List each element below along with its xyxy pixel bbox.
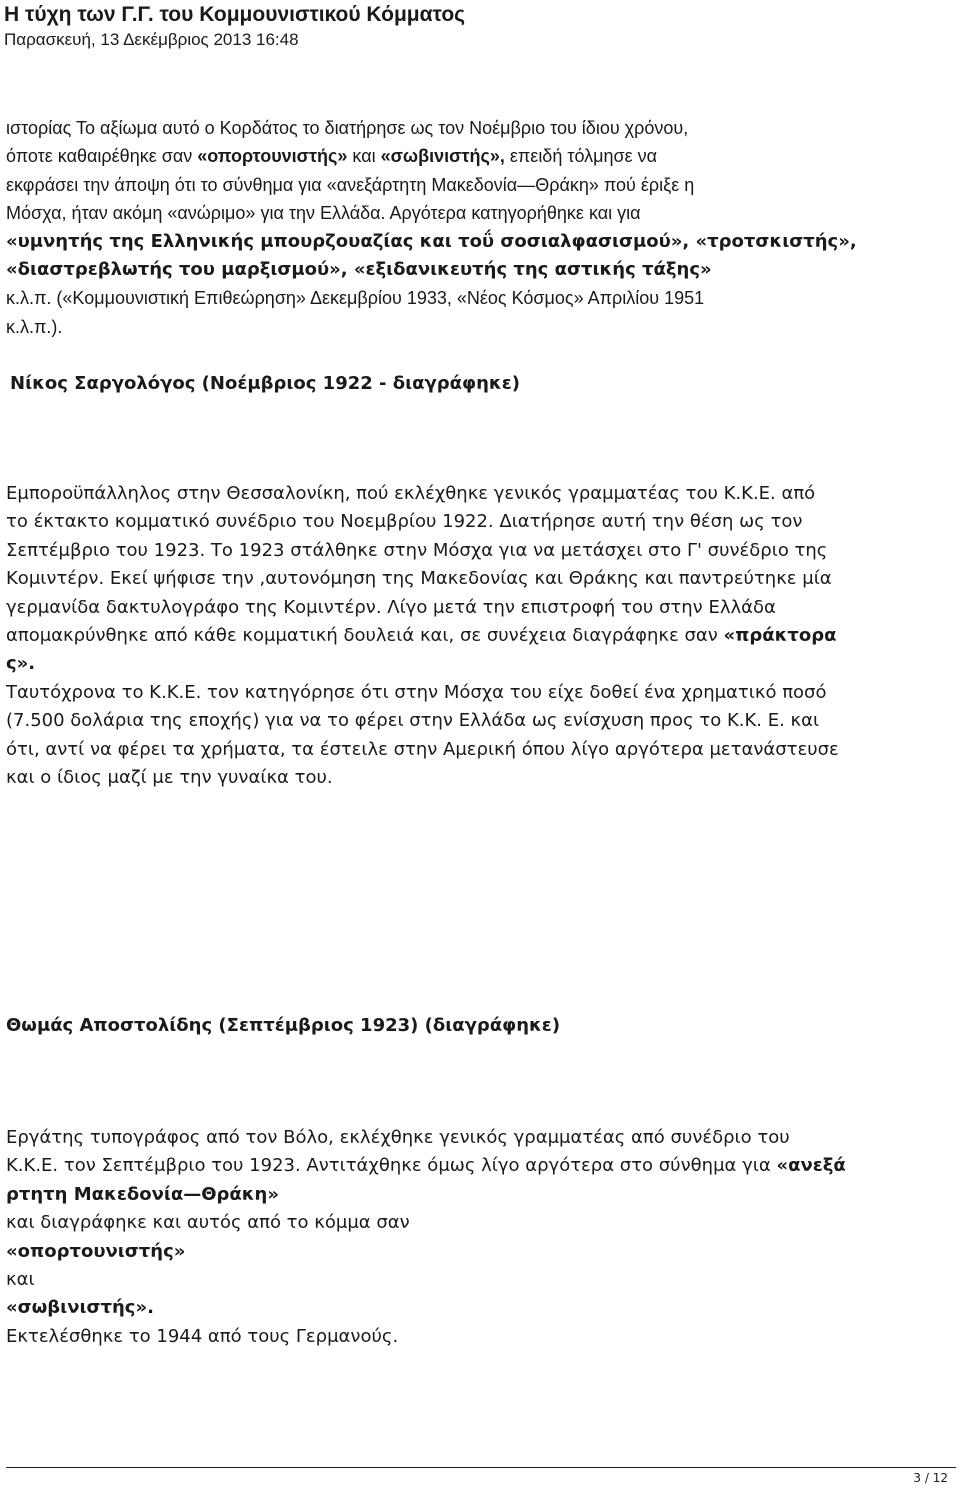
- page-number: 3 / 12: [913, 1471, 948, 1485]
- text-line: και διαγράφηκε και αυτός από το κόμμα σαν: [6, 1212, 410, 1234]
- text-line: το έκτακτο κομματικό συνέδριο του Νοεμβρίου 1922. Διατήρησε αυτή την θέση ως τον: [6, 511, 803, 533]
- bold-line: [6, 256, 956, 284]
- bold-text: «ανεξά: [776, 1155, 846, 1177]
- text-run: Κ.Κ.Ε. τον Σεπτέμβριο του 1923. Αντιτάχθηκε όμως λίγο αργότερα στο σύνθημα για: [6, 1155, 777, 1177]
- bold-line: [6, 1238, 956, 1266]
- bold-text: «πράκτορα: [723, 625, 837, 647]
- bold-line: [6, 1181, 956, 1209]
- bold-text: «διαστρεβλωτής του μαρξισμού», «εξιδανικευτής της αστικής τάξης»: [6, 259, 712, 281]
- bold-line: [6, 650, 956, 678]
- text-run: και: [347, 146, 381, 167]
- text-run: απομακρύνθηκε από κάθε κομματική δουλειά και, σε συνέχεια διαγράφηκε σαν: [6, 625, 724, 647]
- section-heading-sargologos: Νίκος Σαργολόγος (Νοέμβριος 1922 - διαγράφηκε): [10, 373, 520, 394]
- text-line: [6, 1152, 956, 1180]
- document-title: Η τύχη των Γ.Γ. του Κομμουνιστικού Κόμματος: [4, 3, 466, 26]
- bold-text: «οπορτουνιστής»: [197, 146, 348, 167]
- text-line: Ταυτόχρονα το Κ.Κ.Ε. τον κατηγόρησε ότι στην Μόσχα του είχε δοθεί ένα χρηματικό ποσό: [6, 681, 827, 703]
- document-header: [4, 0, 465, 52]
- paragraph-apostolidis: [6, 1124, 956, 1351]
- paragraph-sargologos: [6, 480, 956, 792]
- text-line: Εκτελέσθηκε το 1944 από τους Γερμανούς.: [6, 1325, 399, 1347]
- section-heading-apostolidis: Θωμάς Αποστολίδης (Σεπτέμβριος 1923) (διαγράφηκε): [6, 1015, 561, 1036]
- text-line: ιστορίας Το αξίωμα αυτό ο Κορδάτος το διατήρησε ως τον Νοέμβριο του ίδιου χρόνου,: [6, 118, 689, 138]
- text-line: Εμποροϋπάλληλος στην Θεσσαλονίκη, πού εκλέχθηκε γενικός γραμματέας του Κ.Κ.Ε. από: [6, 483, 816, 504]
- bold-text: ρτητη Μακεδονία—Θράκη»: [6, 1183, 279, 1205]
- bold-line: [6, 228, 956, 256]
- text-line: (7.500 δολάρια της εποχής) για να το φέρει στην Ελλάδα ως ενίσχυση προς το Κ.Κ. Ε. και: [6, 710, 820, 732]
- document-date: Παρασκευή, 13 Δεκέμβριος 2013 16:48: [4, 30, 299, 49]
- bold-text: «σωβινιστής»,: [380, 146, 505, 167]
- footer-divider: [6, 1467, 956, 1468]
- text-line: ότι, αντί να φέρει τα χρήματα, τα έστειλε στην Αμερική όπου λίγο αργότερα μετανάστευσε: [6, 738, 839, 760]
- text-run: όποτε καθαιρέθηκε σαν: [6, 146, 198, 167]
- bold-line: [6, 1294, 956, 1322]
- bold-text: «οπορτουνιστής»: [6, 1240, 186, 1262]
- paragraph-kordatos: [6, 114, 956, 341]
- text-run: επειδή τόλμησε να: [504, 146, 658, 167]
- text-line: Κομιντέρν. Εκεί ψήφισε την ,αυτονόμηση της Μακεδονίας και Θράκης και παντρεύτηκε μία: [6, 568, 832, 590]
- text-line: Σεπτέμβριο του 1923. Το 1923 στάλθηκε στην Μόσχα για να μετάσχει στο Γ' συνέδριο της: [6, 539, 828, 561]
- text-line: γερμανίδα δακτυλογράφο της Κομιντέρν. Λίγο μετά την επιστροφή του στην Ελλάδα: [6, 596, 776, 618]
- text-line: [6, 622, 956, 650]
- text-line: Εργάτης τυπογράφος από τον Βόλο, εκλέχθηκε γενικός γραμματέας από συνέδριο του: [6, 1127, 790, 1148]
- text-line: κ.λ.π.).: [6, 316, 63, 337]
- text-line: εκφράσει την άποψη ότι το σύνθημα για «ανεξάρτητη Μακεδονία—Θράκη» πού έριξε η: [6, 174, 695, 195]
- bold-text: «σωβινιστής».: [6, 1297, 154, 1319]
- text-line: Μόσχα, ήταν ακόμη «ανώριμο» για την Ελλάδα. Αργότερα κατηγορήθηκε και για: [6, 203, 641, 224]
- text-line: κ.λ.π. («Κομμουνιστική Επιθεώρηση» Δεκεμβρίου 1933, «Νέος Κόσμος» Απριλίου 1951: [6, 288, 705, 309]
- bold-text: ς».: [6, 653, 36, 675]
- text-line: και ο ίδιος μαζί με την γυναίκα του.: [6, 767, 333, 789]
- bold-text: «υμνητής της Ελληνικής μπουρζουαζίας και τοΰ σοσιαλφασισμού», «τροτσκιστής»,: [6, 230, 857, 252]
- text-line: και: [6, 1269, 35, 1291]
- text-line: [6, 142, 956, 170]
